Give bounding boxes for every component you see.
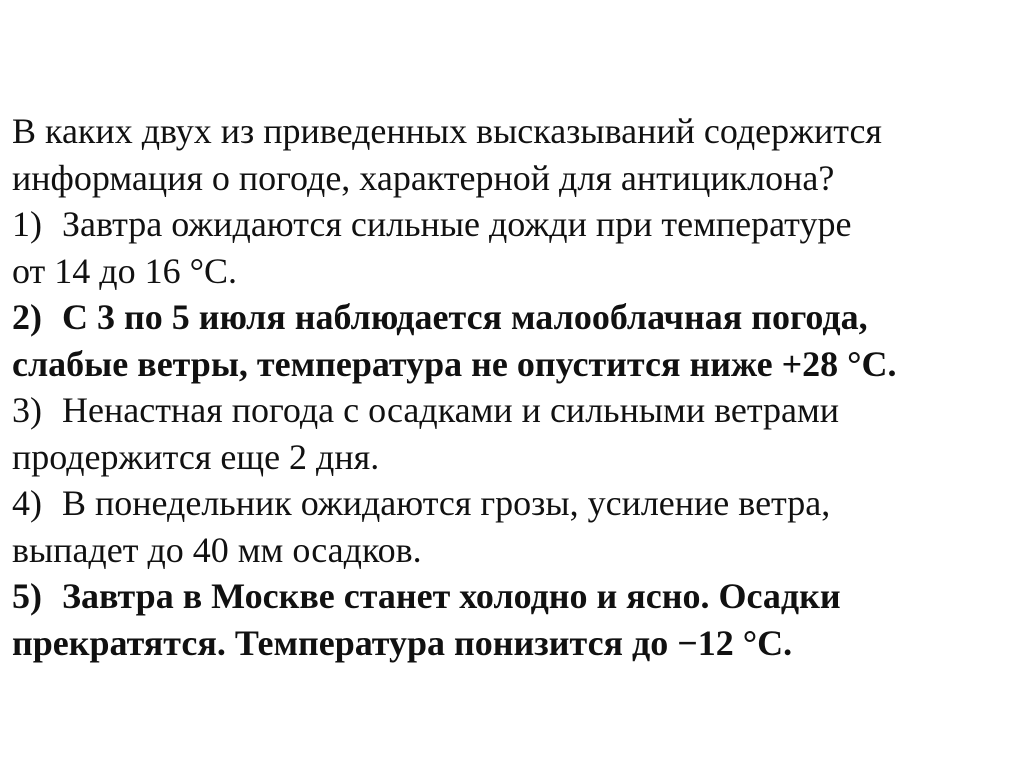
option-line-1 [12, 573, 1012, 620]
option-line-2: прекратятся. Температура понизится до −12 °С. [12, 622, 793, 663]
option-2-correct [12, 294, 1012, 387]
option-text: Завтра ожидаются сильные дожди при температуре [62, 204, 852, 244]
option-number: 4) [12, 483, 42, 523]
option-line-1 [12, 294, 1012, 341]
option-number: 1) [12, 204, 42, 244]
option-text: Завтра в Москве станет холодно и ясно. Осадки [62, 576, 841, 616]
option-line-2: продержится еще 2 дня. [12, 436, 380, 477]
option-line-2: от 14 до 16 °С. [12, 250, 237, 291]
option-4 [12, 480, 1012, 573]
option-line-1 [12, 387, 1012, 434]
option-line-2: слабые ветры, температура не опустится ниже +28 °С. [12, 343, 897, 384]
option-3 [12, 387, 1012, 480]
question-line-2: информация о погоде, характерной для антициклона? [12, 157, 835, 198]
option-text: Ненастная погода с осадками и сильными ветрами [62, 390, 840, 430]
option-text: В понедельник ожидаются грозы, усиление ветра, [62, 483, 831, 523]
option-line-1 [12, 480, 1012, 527]
quiz-slide [12, 108, 1012, 666]
question [12, 108, 1012, 201]
option-number: 3) [12, 390, 42, 430]
option-text: С 3 по 5 июля наблюдается малооблачная погода, [62, 297, 868, 337]
question-line-1: В каких двух из приведенных высказываний содержится [12, 111, 882, 151]
option-5-correct [12, 573, 1012, 666]
option-line-1 [12, 201, 1012, 248]
option-line-2: выпадет до 40 мм осадков. [12, 529, 422, 570]
option-number: 5) [12, 576, 42, 616]
option-number: 2) [12, 297, 42, 337]
option-1 [12, 201, 1012, 294]
